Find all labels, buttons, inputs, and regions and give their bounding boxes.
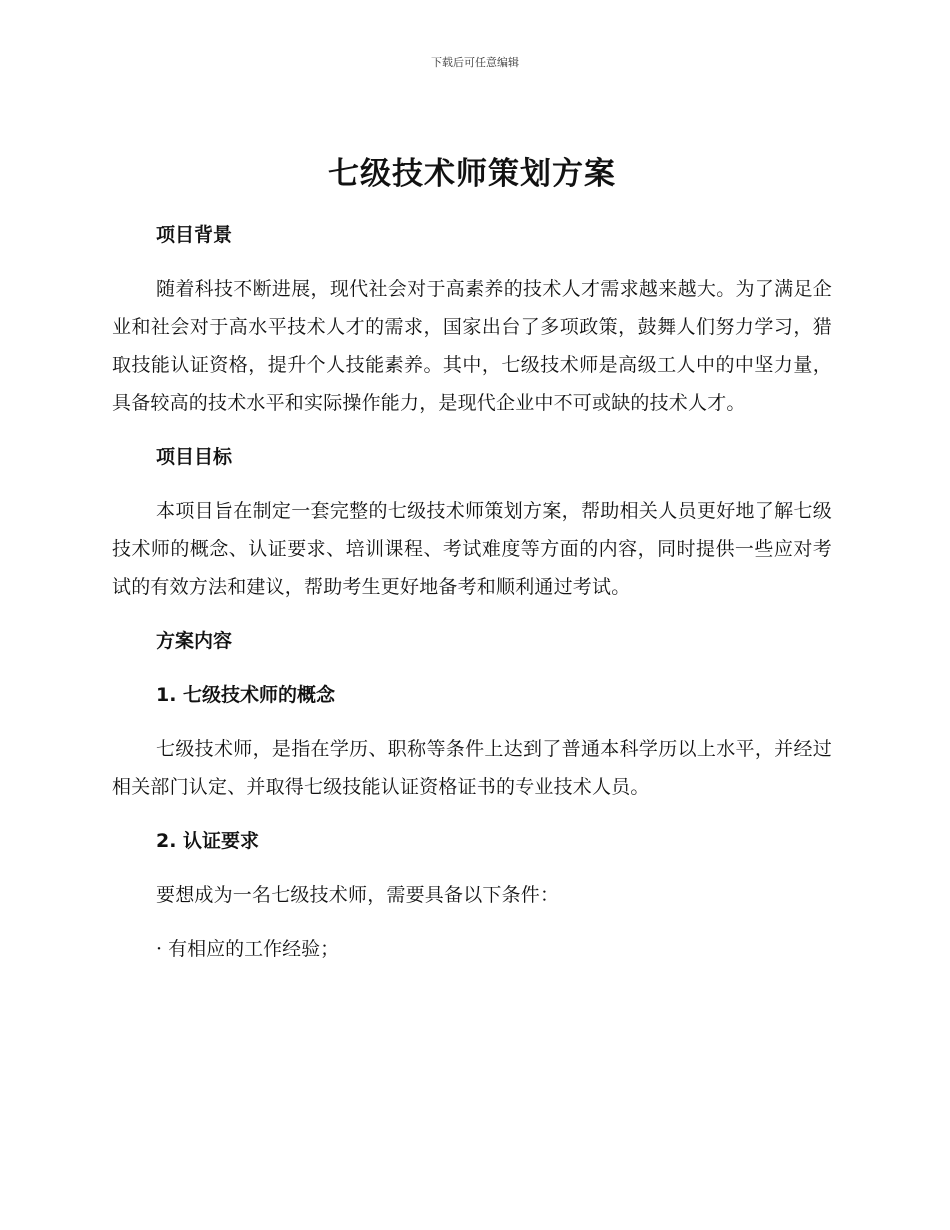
document-title: 七级技术师策划方案	[328, 156, 616, 192]
page-header-note: 下载后可任意编辑	[431, 56, 519, 69]
paragraph-concept: 七级技术师，是指在学历、职称等条件上达到了普通本科学历以上水平，并经过相关部门认定、并取得七级技能认证资格证书的专业技术人员。	[112, 738, 832, 798]
paragraph-requirements: 要想成为一名七级技术师，需要具备以下条件：	[156, 884, 560, 906]
section-heading-goal: 项目目标	[156, 446, 233, 468]
subsection-heading-concept: 1. 七级技术师的概念	[156, 684, 336, 706]
section-heading-content: 方案内容	[156, 630, 233, 652]
paragraph-background: 随着科技不断进展，现代社会对于高素养的技术人才需求越来越大。为了满足企业和社会对于高水平技术人才的需求，国家出台了多项政策，鼓舞人们努力学习，猎取技能认证资格，提升个人技能素养。其中，七级技术师是高级工人中的中坚力量，具备较高的技术水平和实际操作能力，是现代企业中不可或缺的技术人才。	[112, 278, 832, 414]
document-body	[112, 148, 832, 968]
section-heading-background: 项目背景	[156, 224, 233, 246]
list-item: · 有相应的工作经验；	[156, 938, 340, 960]
paragraph-goal: 本项目旨在制定一套完整的七级技术师策划方案，帮助相关人员更好地了解七级技术师的概念、认证要求、培训课程、考试难度等方面的内容，同时提供一些应对考试的有效方法和建议，帮助考生更好地备考和顺利通过考试。	[112, 500, 832, 598]
subsection-heading-requirements: 2. 认证要求	[156, 830, 260, 852]
